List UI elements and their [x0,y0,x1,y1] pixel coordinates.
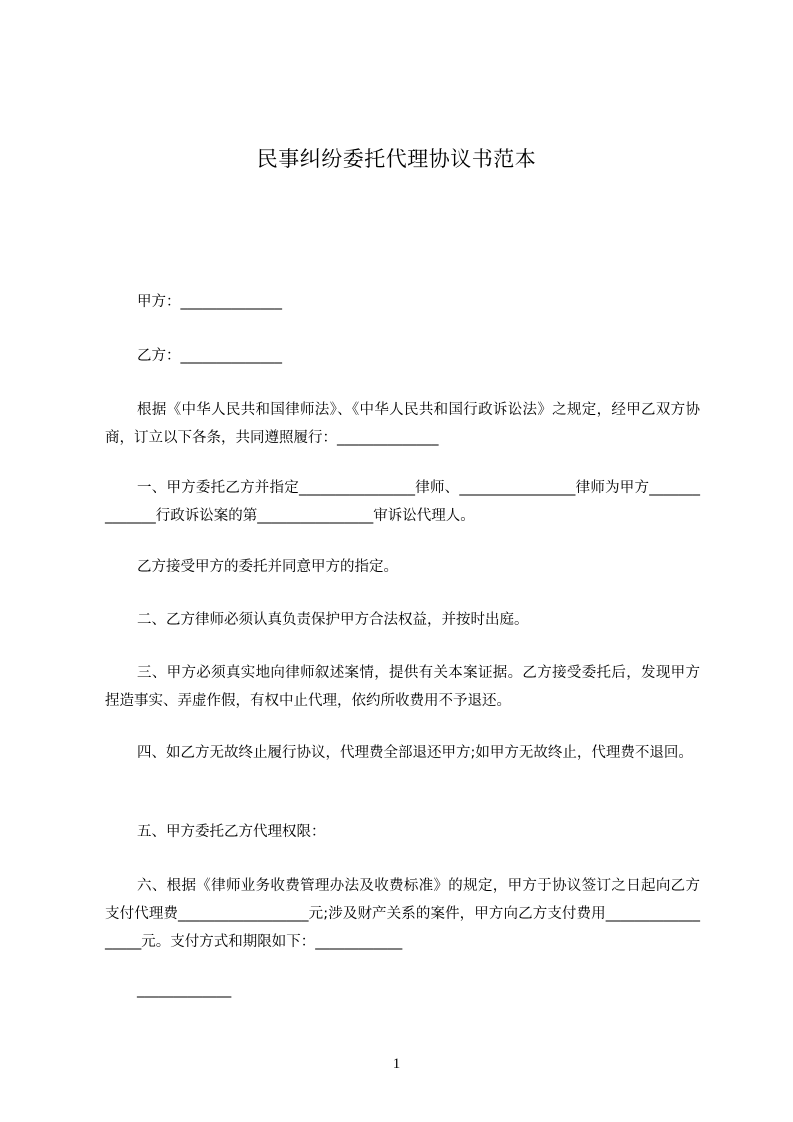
clause-3: 三、甲方必须真实地向律师叙述案情，提供有关本案证据。乙方接受委托后，发现甲方捏造事实、弄虚作假，有权中止代理，依约所收费用不予退还。 [105,665,700,709]
document-title: 民事纠纷委托代理协议书范本 [256,147,537,171]
clause-6: 六、根据《律师业务收费管理办法及收费标准》的规定，甲方于协议签订之日起向乙方支付代理费__________________元;涉及财产关系的案件，甲方向乙方支付费用__________________元。支付方式和期限如下：____________ [105,878,700,950]
clause-4: 四、如乙方无故终止履行协议，代理费全部退还甲方;如甲方无故终止，代理费不退回。 [137,745,693,761]
acceptance-paragraph: 乙方接受甲方的委托并同意甲方的指定。 [137,559,398,575]
party-b-line: 乙方：______________ [137,348,282,364]
page-number: 1 [392,1056,401,1072]
clause-1: 一、甲方委托乙方并指定________________律师、________________律师为甲方______________行政诉讼案的第________________审诉讼代理人。 [105,480,700,524]
clause-2: 二、乙方律师必须认真负责保护甲方合法权益，并按时出庭。 [137,612,529,628]
intro-paragraph: 根据《中华人民共和国律师法》、《中华人民共和国行政诉讼法》之规定，经甲乙双方协商，订立以下各条，共同遵照履行：______________ [105,402,700,446]
party-a-line: 甲方：______________ [137,294,282,310]
blank-line: _____________ [137,982,232,998]
clause-5: 五、甲方委托乙方代理权限： [137,824,326,840]
